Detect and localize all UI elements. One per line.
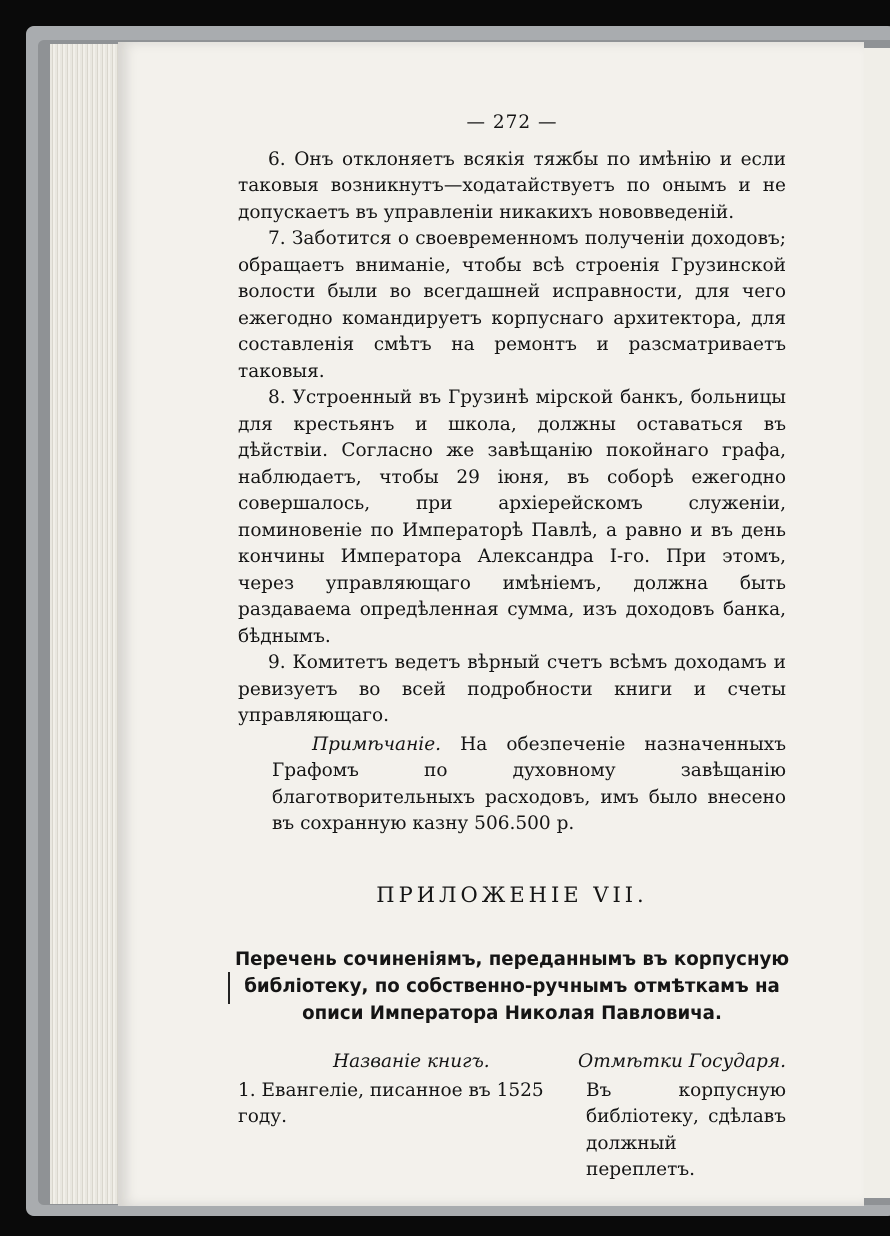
column-header-marks: Отмѣтки Государя. [578, 1051, 786, 1072]
entry-mark: Въ корпусную библіотеку, сдѣлавъ должный переплетъ. [586, 1079, 786, 1180]
entry-title: 1. Евангеліе, писанное въ 1525 году. [238, 1079, 544, 1127]
note-label: Примѣчаніе. [312, 733, 442, 755]
note [272, 732, 786, 838]
paragraph-8: 8. Устроенный въ Грузинѣ мірской банкъ, больницы для крестьянъ и школа, должны оставаться въ дѣйствіи. Согласно же завѣщанію покойнаго графа, наблюдаетъ, чтобы 29 іюня, въ соборѣ ежегодно совершалось, при архіерейскомъ служеніи, поминовеніе по Императорѣ Павлѣ, а равно и въ день кончины Императора Александра I-го. При этомъ, через управляющаго имѣніемъ, должна быть раздаваема опредѣленная сумма, изъ доходовъ банка, бѣднымъ. [238, 387, 786, 647]
note-text: На обезпеченіе назначенныхъ Графомъ по духовному завѣщанію благотворительныхъ расходовъ, имъ было внесено въ сохранную казну 506.500 р. [272, 733, 786, 834]
paragraph-7: 7. Заботится о своевременномъ полученіи доходовъ; обращаетъ вниманіе, чтобы всѣ строенія Грузинской волости были во всегдашней исправности, для чего ежегодно командируетъ корпуснаго архитектора, для составленія смѣтъ на ремонтъ и разсматриваетъ таковыя. [238, 228, 786, 382]
column-headers [238, 1049, 786, 1076]
paragraph-6: 6. Онъ отклоняетъ всякія тяжбы по имѣнію и если таковыя возникнутъ—ходатайствуетъ по онымъ и не допускаетъ въ управленіи никакихъ нововведеній. [238, 148, 786, 223]
paragraph-9: 9. Комитетъ ведетъ вѣрный счетъ всѣмъ доходамъ и ревизуетъ во всей подробности книги и счеты управляющаго. [238, 652, 786, 726]
list-entry [238, 1078, 786, 1184]
column-header-titles: Названіе книгъ. [333, 1051, 490, 1072]
list-title: Перечень сочиненіямъ, переданнымъ въ корпусную библіотеку, по собственно-ручнымъ отмѣткамъ на описи Императора Николая Павловича. [234, 949, 790, 1024]
appendix-title: ПРИЛОЖЕНІЕ VII. [376, 882, 648, 907]
facing-page-edge [864, 48, 890, 1198]
page-number: — 272 — [466, 112, 558, 133]
page-content [234, 110, 790, 1184]
